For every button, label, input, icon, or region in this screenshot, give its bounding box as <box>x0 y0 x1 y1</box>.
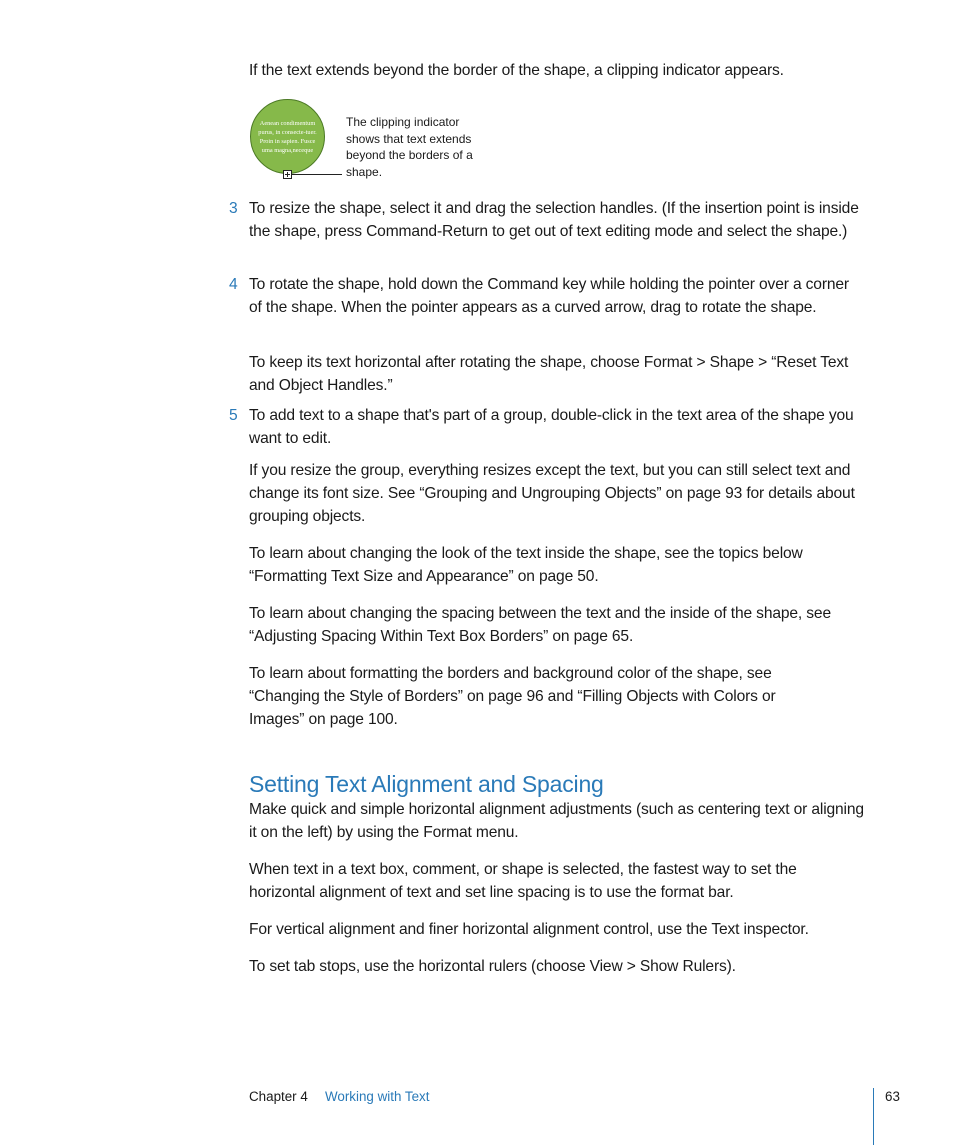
step-number: 5 <box>229 407 238 424</box>
footer-divider <box>873 1088 874 1145</box>
intro-text: If the text extends beyond the border of the shape, a clipping indicator appears. <box>249 62 784 79</box>
step-text: To resize the shape, select it and drag the selection handles. (If the insertion point is inside the shape, press Command-Return to get out of text editing mode and select the shape.) <box>249 200 859 240</box>
footer-chapter-title: Working with Text <box>325 1089 430 1104</box>
step-note: To keep its text horizontal after rotating the shape, choose Format > Shape > “Reset Text and Object Handles.” <box>249 354 849 394</box>
footer-chapter: Chapter 4 <box>249 1089 308 1104</box>
step-text: To add text to a shape that's part of a group, double-click in the text area of the shape you want to edit. <box>249 407 854 447</box>
body-paragraph: To learn about changing the look of the text inside the shape, see the topics below “Formatting Text Size and Appearance” on page 50. <box>249 545 803 585</box>
body-paragraph: To learn about formatting the borders and background color of the shape, see “Changing the Style of Borders” on page 96 and “Filling Objects with Colors or Images” on page 100. <box>249 665 776 728</box>
body-paragraph: When text in a text box, comment, or shape is selected, the fastest way to set the horizontal alignment of text and set line spacing is to use the format bar. <box>249 861 797 901</box>
page-number: 63 <box>885 1089 900 1104</box>
body-paragraph: To set tab stops, use the horizontal rulers (choose View > Show Rulers). <box>249 958 736 975</box>
step-number: 3 <box>229 200 238 217</box>
step-note: If you resize the group, everything resizes except the text, but you can still select text and change its font size. See “Grouping and Ungrouping Objects” on page 93 for details about grouping objects. <box>249 462 855 525</box>
step-number: 4 <box>229 276 238 293</box>
figure-callout: The clipping indicator shows that text extends beyond the borders of a shape. <box>346 115 473 179</box>
body-paragraph: For vertical alignment and finer horizontal alignment control, use the Text inspector. <box>249 921 809 938</box>
shape-text: Aenean condimentum purus, in consecte-tuer. Proin in sapien. Fusce uma magna,neceque <box>258 119 317 154</box>
step-text: To rotate the shape, hold down the Command key while holding the pointer over a corner of the shape. When the pointer appears as a curved arrow, drag to rotate the shape. <box>249 276 849 316</box>
section-heading: Setting Text Alignment and Spacing <box>249 771 604 797</box>
body-paragraph: To learn about changing the spacing between the text and the inside of the shape, see “Adjusting Spacing Within Text Box Borders” on page 65. <box>249 605 831 645</box>
shape-circle <box>250 99 325 174</box>
body-paragraph: Make quick and simple horizontal alignment adjustments (such as centering text or aligning it on the left) by using the Format menu. <box>249 801 864 841</box>
callout-line <box>292 174 342 175</box>
clipping-indicator-icon <box>283 170 292 179</box>
